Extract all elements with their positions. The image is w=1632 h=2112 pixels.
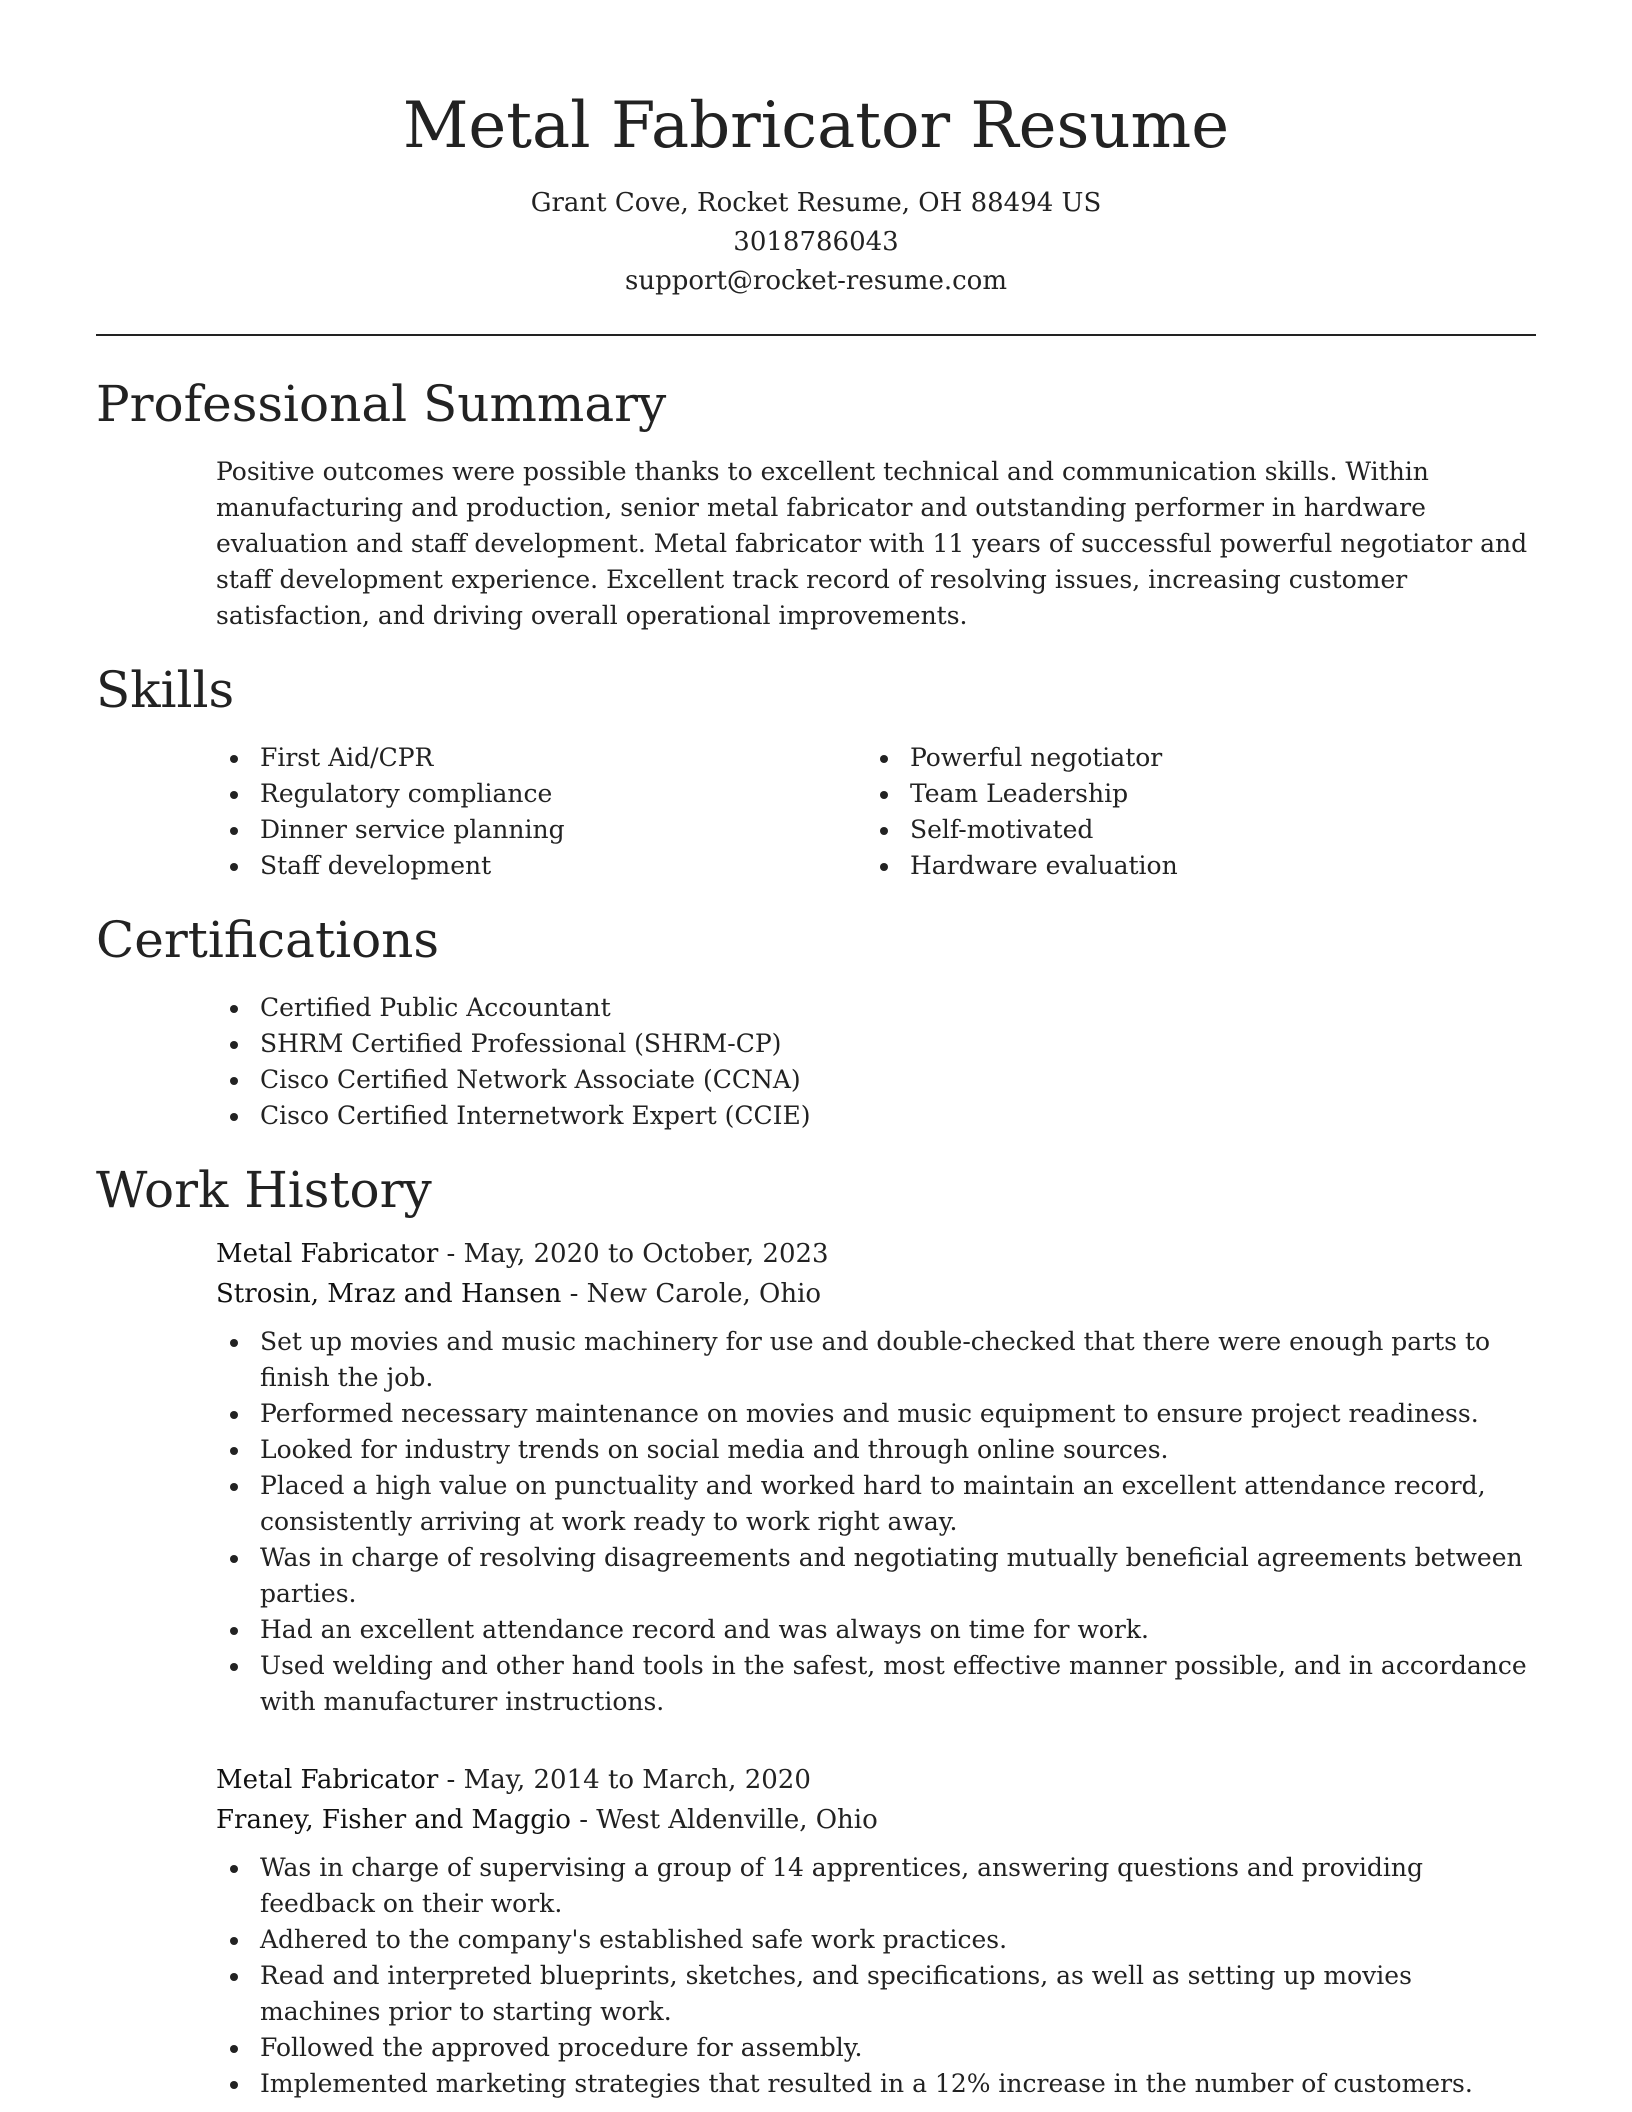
skill-item: Regulatory compliance — [96, 776, 746, 812]
job-title: Metal Fabricator — [216, 1239, 439, 1269]
job-location: New Carole, Ohio — [586, 1279, 822, 1309]
certification-item: Certified Public Accountant — [96, 990, 1536, 1026]
job-location: West Aldenville, Ohio — [596, 1805, 878, 1835]
certifications-heading: Certifications — [96, 911, 440, 969]
job-company-line: Franey, Fisher and Maggio - West Aldenville, Ohio — [216, 1805, 878, 1835]
job-bullet: Placed a high value on punctuality and worked hard to maintain an excellent attendance record, consistently arriving at work ready to work right away. — [96, 1468, 1536, 1540]
certifications-list — [96, 990, 1536, 1134]
resume-title: Metal Fabricator Resume — [402, 89, 1230, 163]
skill-item: Powerful negotiator — [746, 740, 1396, 776]
skill-item: First Aid/CPR — [96, 740, 746, 776]
skills-list — [96, 740, 1536, 884]
job-entry — [96, 1234, 1536, 1720]
skill-item: Staff development — [96, 848, 746, 884]
header-divider — [96, 334, 1536, 336]
contact-email: support@rocket-resume.com — [624, 266, 1007, 296]
job-bullet: Looked for industry trends on social media and through online sources. — [96, 1432, 1536, 1468]
resume-header — [96, 0, 1536, 301]
resume-page — [96, 0, 1536, 2112]
job-bullet: Used welding and other hand tools in the safest, most effective manner possible, and in accordance with manufacturer instructions. — [96, 1648, 1536, 1720]
job-dates: May, 2014 to March, 2020 — [463, 1765, 811, 1795]
summary-text: Positive outcomes were possible thanks to excellent technical and communication skills. Within manufacturing and production, senior metal fabricator and outstanding performer in hardware evaluation and staff development. Metal fabricator with 11 years of successful powerful negotiator and staff development experience. Excellent track record of resolving issues, increasing customer satisfaction, and driving overall operational improvements. — [216, 457, 1528, 630]
work-history-heading: Work History — [96, 1161, 432, 1219]
contact-phone: 3018786043 — [733, 227, 899, 257]
job-company: Strosin, Mraz and Hansen — [216, 1279, 562, 1309]
job-bullet: Implemented marketing strategies that resulted in a 12% increase in the number of customers. — [96, 2066, 1536, 2102]
contact-address: Grant Cove, Rocket Resume, OH 88494 US — [530, 188, 1102, 218]
job-bullets — [96, 1850, 1536, 2102]
skills-heading: Skills — [96, 661, 235, 719]
skill-item: Hardware evaluation — [746, 848, 1396, 884]
job-bullet: Was in charge of resolving disagreements and negotiating mutually beneficial agreements between parties. — [96, 1540, 1536, 1612]
summary-heading: Professional Summary — [96, 375, 667, 433]
job-bullet: Set up movies and music machinery for use and double-checked that there were enough parts to finish the job. — [96, 1324, 1536, 1396]
job-dates: May, 2020 to October, 2023 — [463, 1239, 829, 1269]
skills-column-left — [96, 740, 746, 884]
job-bullet: Read and interpreted blueprints, sketches, and specifications, as well as setting up movies machines prior to starting work. — [96, 1958, 1536, 2030]
job-bullet: Performed necessary maintenance on movies and music equipment to ensure project readiness. — [96, 1396, 1536, 1432]
skill-item: Team Leadership — [746, 776, 1396, 812]
job-title-line: Metal Fabricator - May, 2014 to March, 2020 — [216, 1765, 811, 1795]
job-title: Metal Fabricator — [216, 1765, 439, 1795]
skill-item: Self-motivated — [746, 812, 1396, 848]
job-bullet: Followed the approved procedure for assembly. — [96, 2030, 1536, 2066]
skills-column-right — [746, 740, 1396, 884]
job-entry — [96, 1760, 1536, 2102]
job-bullet: Had an excellent attendance record and was always on time for work. — [96, 1612, 1536, 1648]
skill-item: Dinner service planning — [96, 812, 746, 848]
certification-item: Cisco Certified Internetwork Expert (CCIE) — [96, 1098, 1536, 1134]
job-bullets — [96, 1324, 1536, 1720]
job-bullet: Was in charge of supervising a group of 14 apprentices, answering questions and providing feedback on their work. — [96, 1850, 1536, 1922]
job-company: Franey, Fisher and Maggio — [216, 1805, 571, 1835]
job-company-line: Strosin, Mraz and Hansen - New Carole, Ohio — [216, 1279, 822, 1309]
certification-item: SHRM Certified Professional (SHRM-CP) — [96, 1026, 1536, 1062]
job-bullet: Adhered to the company's established safe work practices. — [96, 1922, 1536, 1958]
contact-block — [96, 184, 1536, 301]
job-title-line: Metal Fabricator - May, 2020 to October, 2023 — [216, 1239, 829, 1269]
certification-item: Cisco Certified Network Associate (CCNA) — [96, 1062, 1536, 1098]
